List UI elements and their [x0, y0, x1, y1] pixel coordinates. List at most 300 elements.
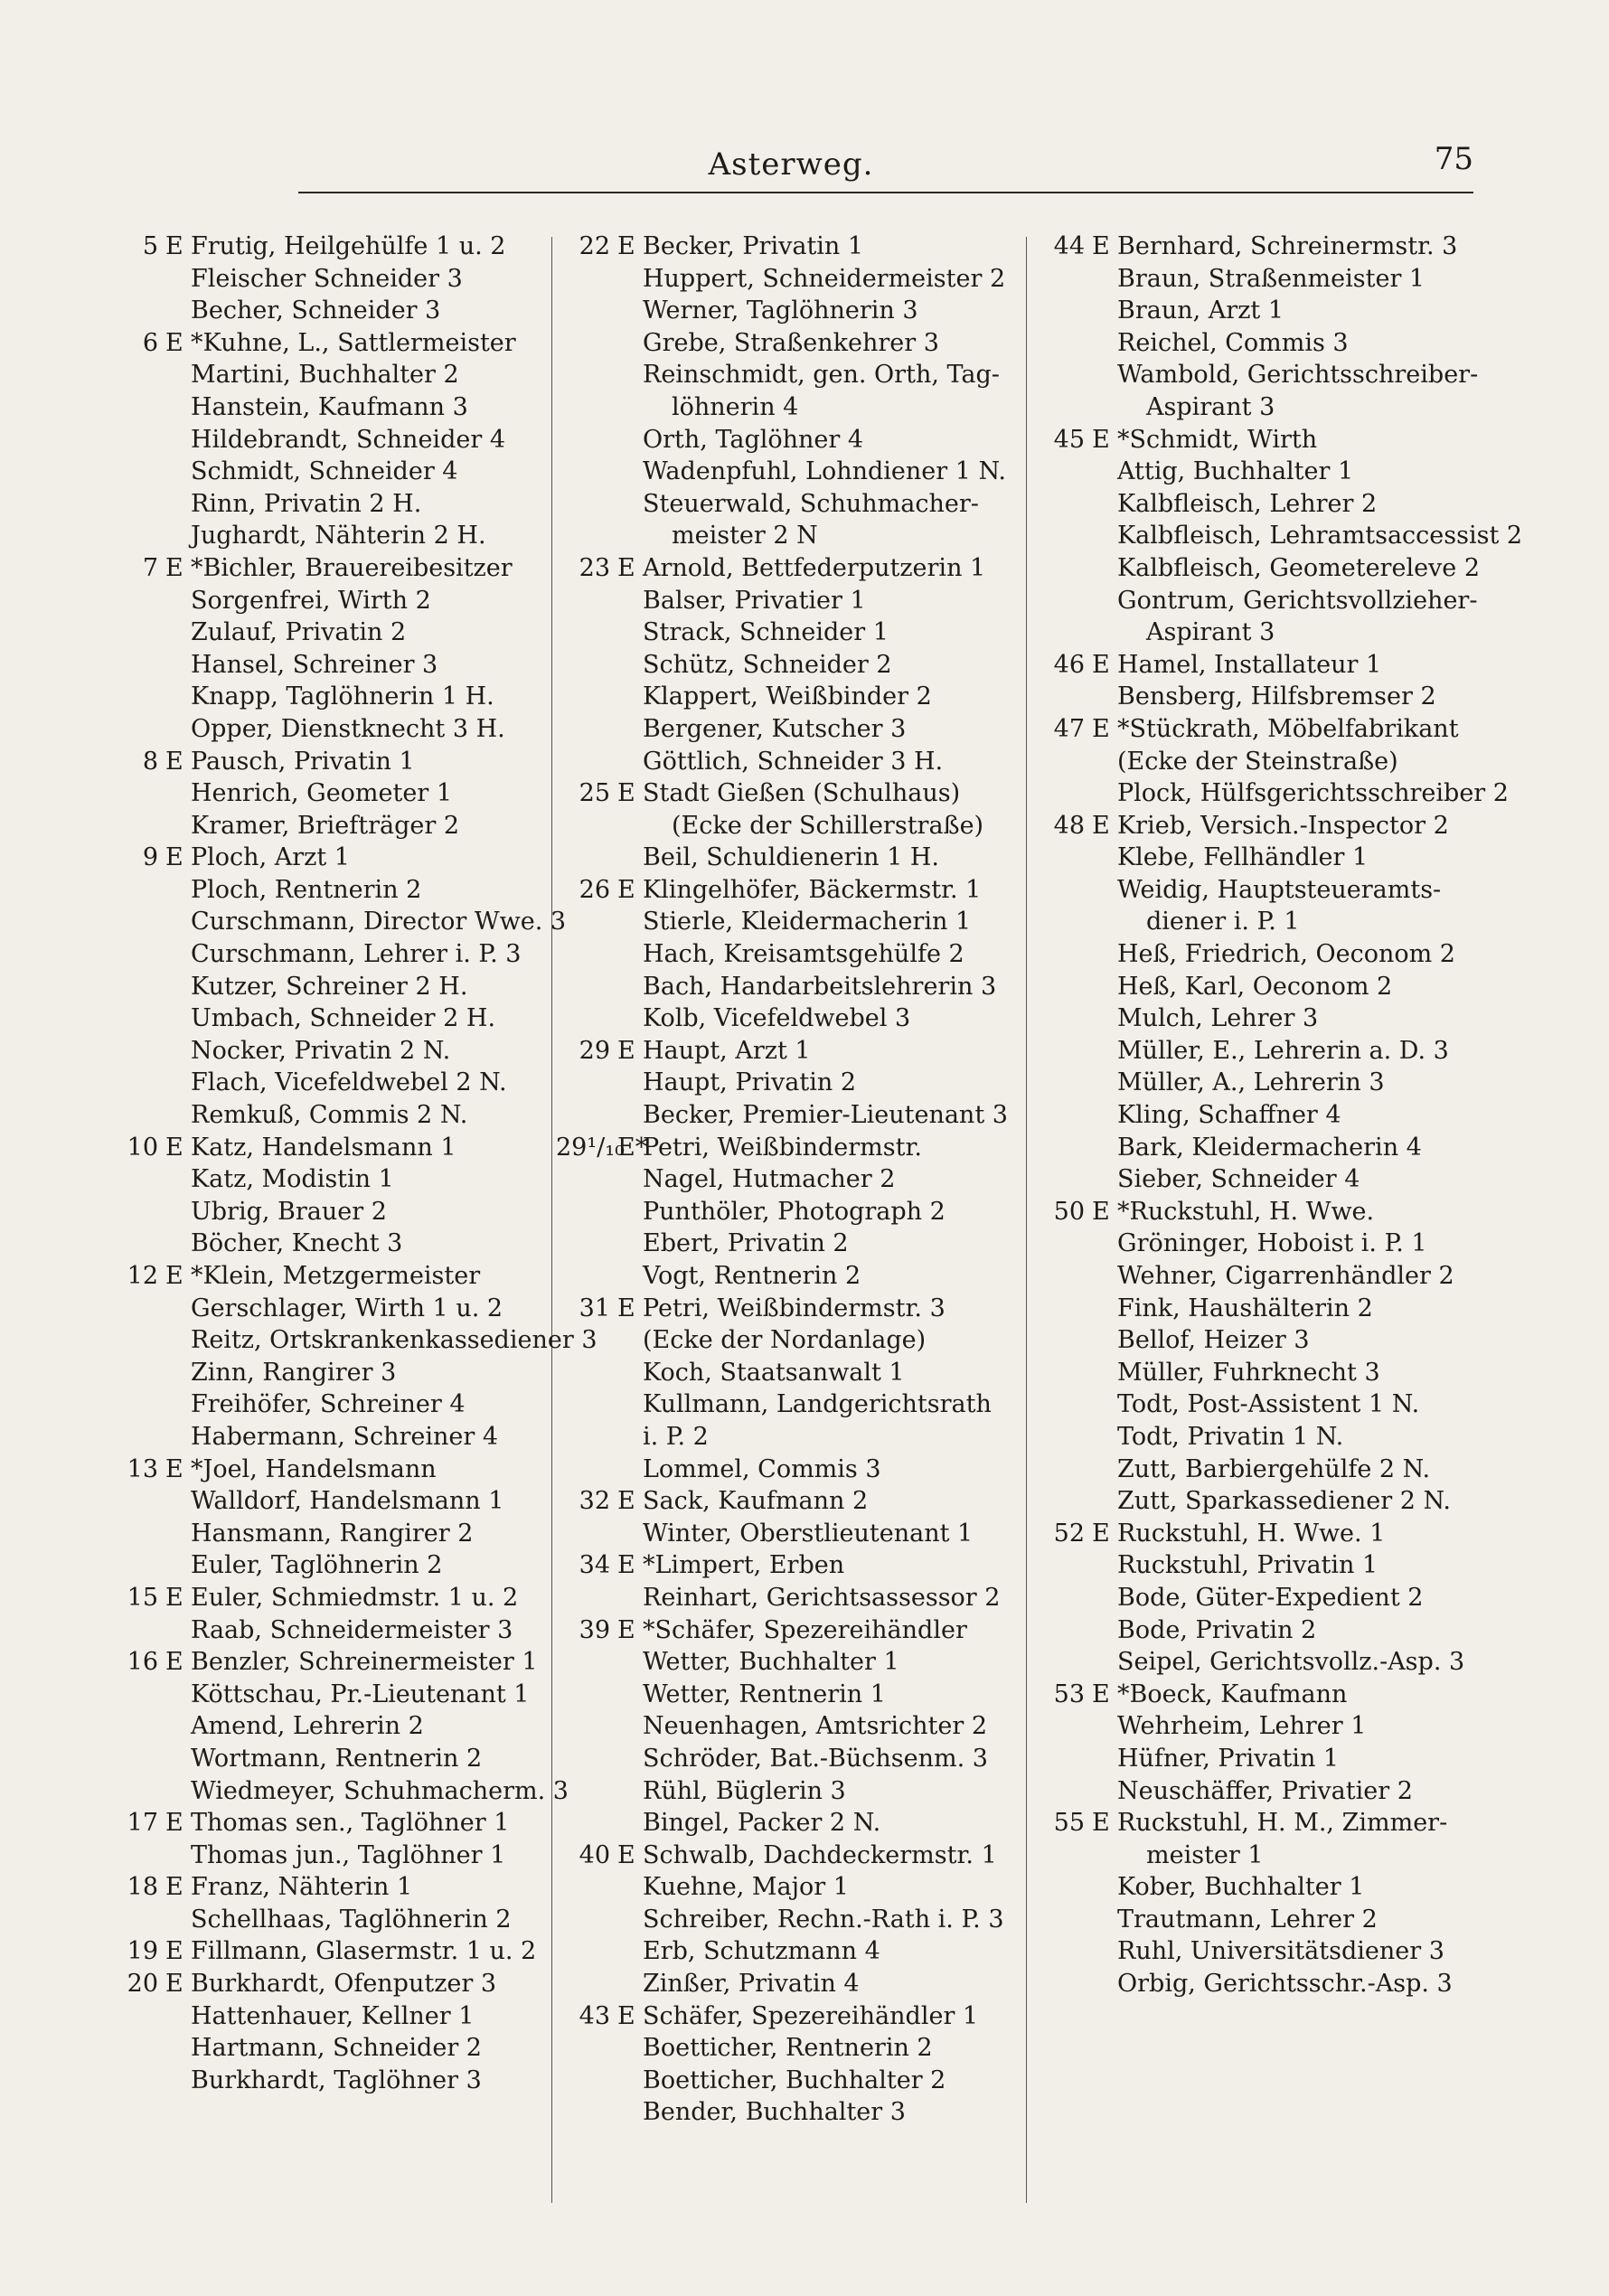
owner-marker: E	[165, 1937, 183, 1966]
entry-text: Thomas jun., Taglöhner 1	[191, 1840, 506, 1869]
resident-entry	[1030, 906, 1501, 938]
house-entry	[1030, 713, 1501, 746]
house-entry	[104, 327, 547, 360]
resident-entry	[556, 1228, 1021, 1260]
entry-text: Kling, Schaffner 4	[1117, 1101, 1341, 1130]
house-entry	[1030, 1679, 1501, 1711]
entry-text: Nagel, Hutmacher 2	[643, 1165, 896, 1194]
resident-entry	[1030, 1293, 1501, 1325]
entry-text: Punthöler, Photograph 2	[643, 1197, 946, 1226]
entry-text: Krieb, Versich.-Inspector 2	[1117, 811, 1449, 840]
entry-text: Heß, Karl, Oeconom 2	[1117, 972, 1393, 1001]
resident-entry	[104, 456, 547, 488]
entry-text: Wetter, Buchhalter 1	[643, 1648, 899, 1677]
entry-text: Braun, Arzt 1	[1117, 296, 1284, 325]
resident-entry	[1030, 1067, 1501, 1099]
resident-entry	[104, 1067, 547, 1099]
resident-entry	[104, 295, 547, 327]
page-title: Asterweg.	[708, 146, 874, 183]
entry-text: Flach, Vicefeldwebel 2 N.	[191, 1068, 507, 1097]
resident-entry	[104, 938, 547, 971]
entry-text: Schröder, Bat.-Büchsenm. 3	[643, 1744, 988, 1773]
resident-entry	[1030, 1840, 1501, 1872]
column-divider	[1026, 237, 1027, 2203]
resident-entry	[104, 1421, 547, 1454]
owner-marker: E	[1092, 1519, 1110, 1548]
entry-text: Rinn, Privatin 2 H.	[191, 489, 422, 518]
house-number: 43	[579, 2001, 610, 2030]
entry-text: (Ecke der Schillerstraße)	[672, 811, 984, 840]
entry-text: Aspirant 3	[1146, 392, 1275, 421]
resident-entry	[104, 1775, 569, 1808]
resident-entry	[1030, 391, 1501, 424]
entry-text: Benzler, Schreinermeister 1	[191, 1648, 538, 1677]
entry-text: Heß, Friedrich, Oeconom 2	[1117, 940, 1455, 969]
resident-entry	[556, 1357, 1021, 1389]
entry-text: *Klein, Metzgermeister	[191, 1262, 481, 1290]
entry-text: Todt, Post-Assistent 1 N.	[1117, 1390, 1420, 1419]
entry-text: *Schäfer, Spezereihändler	[643, 1615, 967, 1644]
house-number: 40	[579, 1840, 610, 1869]
resident-entry	[1030, 295, 1501, 327]
entry-text: Zutt, Sparkassediener 2 N.	[1117, 1487, 1451, 1516]
resident-entry	[104, 713, 547, 746]
resident-entry	[104, 649, 547, 682]
entry-text: Hattenhauer, Kellner 1	[191, 2001, 475, 2030]
entry-text: Göttlich, Schneider 3 H.	[643, 747, 944, 776]
owner-marker: E	[617, 1615, 635, 1644]
entry-text: Wiedmeyer, Schuhmacherm. 3	[191, 1776, 569, 1805]
resident-entry	[104, 777, 547, 810]
resident-entry	[104, 488, 547, 521]
owner-marker: E	[1092, 425, 1110, 454]
owner-marker: E	[1092, 811, 1110, 840]
house-entry	[104, 1260, 547, 1293]
entry-text: Mulch, Lehrer 3	[1117, 1004, 1319, 1033]
entry-text: Opper, Dienstknecht 3 H.	[191, 714, 505, 743]
entry-text: Orbig, Gerichtsschr.-Asp. 3	[1117, 1970, 1453, 1999]
entry-text: Grebe, Straßenkehrer 3	[643, 328, 939, 357]
resident-entry	[104, 906, 567, 938]
resident-entry	[556, 971, 1021, 1003]
entry-text: Weidig, Hauptsteueramts-	[1117, 875, 1442, 904]
resident-entry	[556, 1196, 1021, 1228]
house-entry	[1030, 231, 1501, 263]
entry-text: *Kuhne, L., Sattlermeister	[191, 328, 516, 357]
entry-text: Fillmann, Glasermstr. 1 u. 2	[191, 1937, 537, 1966]
entry-text: Vogt, Rentnerin 2	[643, 1262, 861, 1290]
entry-text: Huppert, Schneidermeister 2	[643, 264, 1006, 293]
resident-entry	[1030, 1710, 1501, 1743]
entry-text: Becher, Schneider 3	[191, 296, 441, 325]
entry-text: Bode, Güter-Expedient 2	[1117, 1583, 1424, 1612]
resident-entry	[556, 1454, 1021, 1486]
entry-text: Ploch, Arzt 1	[191, 843, 350, 872]
house-entry	[556, 1549, 1021, 1582]
resident-entry	[104, 585, 547, 617]
entry-text: Ruckstuhl, H. M., Zimmer-	[1117, 1809, 1448, 1838]
entry-text: Kolb, Vicefeldwebel 3	[643, 1004, 911, 1033]
entry-text: Ruckstuhl, H. Wwe. 1	[1117, 1519, 1386, 1548]
resident-entry	[556, 2096, 1021, 2129]
owner-marker: E	[165, 1133, 183, 1162]
entry-text: Zinßer, Privatin 4	[643, 1970, 860, 1999]
resident-entry	[1030, 1968, 1501, 2000]
entry-text: Hamel, Installateur 1	[1117, 650, 1382, 679]
resident-entry	[104, 1099, 547, 1132]
resident-entry	[104, 1388, 547, 1421]
house-number: 46	[1053, 650, 1085, 679]
resident-entry	[104, 1035, 547, 1068]
entry-text: Hildebrandt, Schneider 4	[191, 425, 505, 454]
resident-entry	[556, 295, 1021, 327]
house-number: 5	[142, 232, 158, 260]
entry-text: Haupt, Privatin 2	[643, 1068, 857, 1097]
resident-entry	[1030, 1904, 1501, 1936]
entry-text: Lommel, Commis 3	[643, 1454, 881, 1483]
resident-entry	[556, 810, 1021, 842]
column-divider	[551, 237, 552, 2203]
resident-entry	[556, 1002, 1021, 1035]
entry-text: Zinn, Rangirer 3	[191, 1358, 397, 1387]
entry-text: Gerschlager, Wirth 1 u. 2	[191, 1294, 503, 1322]
entry-text: *Bichler, Brauereibesitzer	[191, 553, 513, 582]
entry-text: Kutzer, Schreiner 2 H.	[191, 972, 468, 1001]
resident-entry	[1030, 1163, 1501, 1196]
resident-entry	[104, 1614, 547, 1647]
owner-marker: E	[1092, 232, 1110, 260]
house-number: 47	[1053, 714, 1085, 743]
resident-entry	[1030, 1002, 1501, 1035]
owner-marker: E	[165, 232, 183, 260]
entry-text: Hüfner, Privatin 1	[1117, 1744, 1340, 1773]
resident-entry	[556, 1743, 1021, 1775]
entry-text: Kober, Buchhalter 1	[1117, 1873, 1365, 1902]
entry-text: Aspirant 3	[1146, 618, 1275, 647]
resident-entry	[556, 263, 1021, 296]
resident-entry	[104, 1679, 547, 1711]
entry-text: Ebert, Privatin 2	[643, 1229, 849, 1258]
resident-entry	[556, 1067, 1021, 1099]
entry-text: Schmidt, Schneider 4	[191, 457, 458, 486]
entry-text: Hach, Kreisamtsgehülfe 2	[643, 940, 964, 969]
house-entry	[556, 1840, 1021, 1872]
entry-text: *Joel, Handelsmann	[191, 1454, 437, 1483]
resident-entry	[556, 1518, 1021, 1550]
entry-text: Attig, Buchhalter 1	[1117, 457, 1354, 486]
entry-text: Bergener, Kutscher 3	[643, 714, 907, 743]
entry-text: Boetticher, Rentnerin 2	[643, 2034, 933, 2063]
entry-text: Seipel, Gerichtsvollz.-Asp. 3	[1117, 1648, 1465, 1677]
resident-entry	[104, 2000, 547, 2033]
resident-entry	[1030, 777, 1509, 810]
entry-text: Arnold, Bettfederputzerin 1	[643, 553, 986, 582]
resident-entry	[104, 1163, 547, 1196]
house-entry	[1030, 424, 1501, 456]
entry-text: Gröninger, Hoboist i. P. 1	[1117, 1229, 1427, 1258]
entry-text: Trautmann, Lehrer 2	[1117, 1905, 1378, 1934]
owner-marker: E	[617, 2001, 635, 2030]
entry-text: *Boeck, Kaufmann	[1117, 1680, 1348, 1708]
column-3	[1030, 231, 1523, 2000]
house-entry	[104, 1871, 547, 1904]
entry-text: Burkhardt, Taglöhner 3	[191, 2065, 482, 2094]
resident-entry	[1030, 1614, 1501, 1647]
entry-text: Zulauf, Privatin 2	[191, 618, 407, 647]
entry-text: (Ecke der Nordanlage)	[643, 1326, 927, 1355]
house-entry	[104, 1807, 547, 1840]
entry-text: Bode, Privatin 2	[1117, 1615, 1317, 1644]
resident-entry	[1030, 1260, 1501, 1293]
house-entry	[556, 1485, 1021, 1518]
entry-text: *Limpert, Erben	[643, 1551, 845, 1580]
owner-marker: E	[1092, 714, 1110, 743]
resident-entry	[1030, 1228, 1501, 1260]
entry-text: Orth, Taglöhner 4	[643, 425, 864, 454]
house-entry	[1030, 649, 1501, 682]
resident-entry	[1030, 746, 1501, 778]
entry-text: Jughardt, Nähterin 2 H.	[191, 522, 486, 550]
entry-text: Knapp, Taglöhnerin 1 H.	[191, 682, 494, 711]
resident-entry	[556, 327, 1021, 360]
resident-entry	[1030, 1421, 1501, 1454]
house-number: 55	[1053, 1809, 1085, 1838]
house-entry	[556, 552, 1021, 585]
entry-text: Wehrheim, Lehrer 1	[1117, 1712, 1367, 1741]
resident-entry	[104, 1002, 547, 1035]
entry-text: löhnerin 4	[672, 392, 799, 421]
entry-text: Neuenhagen, Amtsrichter 2	[643, 1712, 988, 1741]
house-number: 26	[579, 875, 610, 904]
house-entry	[104, 1968, 547, 2000]
house-number: 34	[579, 1551, 610, 1580]
house-number: 19	[127, 1937, 158, 1966]
entry-text: Ploch, Rentnerin 2	[191, 875, 422, 904]
house-number: 20	[127, 1970, 158, 1999]
resident-entry	[556, 1679, 1021, 1711]
resident-entry	[1030, 616, 1501, 649]
resident-entry	[104, 1293, 547, 1325]
house-number: 12	[127, 1262, 158, 1290]
resident-entry	[556, 1775, 1021, 1808]
entry-text: Euler, Taglöhnerin 2	[191, 1551, 443, 1580]
resident-entry	[104, 681, 547, 713]
resident-entry	[1030, 1388, 1501, 1421]
entry-text: Klappert, Weißbinder 2	[643, 682, 932, 711]
entry-text: Schellhaas, Taglöhnerin 2	[191, 1905, 512, 1934]
resident-entry	[556, 2032, 1021, 2065]
entry-text: Balser, Privatier 1	[643, 586, 866, 615]
resident-entry	[104, 1549, 547, 1582]
house-entry	[104, 1935, 547, 1968]
entry-text: Schreiber, Rechn.-Rath i. P. 3	[643, 1905, 1004, 1934]
owner-marker: E	[1092, 1680, 1110, 1708]
entry-text: Wortmann, Rentnerin 2	[191, 1744, 483, 1773]
resident-entry	[556, 1710, 1021, 1743]
resident-entry	[556, 1324, 1021, 1357]
resident-entry	[1030, 1485, 1501, 1518]
entry-text: Franz, Nähterin 1	[191, 1873, 413, 1902]
resident-entry	[1030, 1582, 1501, 1614]
resident-entry	[1030, 1775, 1501, 1808]
resident-entry	[556, 681, 1021, 713]
owner-marker: E	[617, 1294, 635, 1322]
resident-entry	[1030, 585, 1501, 617]
owner-marker: E	[165, 1262, 183, 1290]
house-number: 29	[579, 1036, 610, 1065]
resident-entry	[1030, 874, 1501, 907]
entry-text: Plock, Hülfsgerichtsschreiber 2	[1117, 779, 1509, 808]
entry-text: Klingelhöfer, Bäckermstr. 1	[643, 875, 982, 904]
resident-entry	[556, 746, 1021, 778]
resident-entry	[104, 424, 547, 456]
resident-entry	[1030, 520, 1523, 552]
resident-entry	[556, 1163, 1021, 1196]
resident-entry	[556, 1260, 1021, 1293]
house-number: 25	[579, 779, 610, 808]
resident-entry	[1030, 552, 1501, 585]
resident-entry	[556, 1935, 1021, 1968]
entry-text: Walldorf, Handelsmann 1	[191, 1487, 504, 1516]
page-number: 75	[1434, 141, 1473, 177]
house-entry	[556, 1614, 1021, 1647]
entry-text: Braun, Straßenmeister 1	[1117, 264, 1426, 293]
house-number: 15	[127, 1583, 158, 1612]
entry-text: Katz, Modistin 1	[191, 1165, 394, 1194]
entry-text: Kuehne, Major 1	[643, 1873, 849, 1902]
house-number: 39	[579, 1615, 610, 1644]
house-entry	[104, 746, 547, 778]
house-number: 9	[142, 843, 158, 872]
owner-marker: E	[165, 328, 183, 357]
owner-marker: E	[165, 1454, 183, 1483]
resident-entry	[1030, 359, 1501, 391]
owner-marker: E	[165, 553, 183, 582]
entry-text: Reinhart, Gerichtsassessor 2	[643, 1583, 1001, 1612]
entry-text: Martini, Buchhalter 2	[191, 361, 459, 390]
house-entry	[104, 1646, 547, 1679]
resident-entry	[104, 1710, 547, 1743]
resident-entry	[104, 2065, 547, 2097]
house-entry	[104, 842, 547, 874]
entry-text: Bach, Handarbeitslehrerin 3	[643, 972, 997, 1001]
house-entry	[556, 1035, 1021, 1068]
resident-entry	[104, 391, 547, 424]
resident-entry	[556, 616, 1021, 649]
house-entry	[104, 552, 547, 585]
house-number: 52	[1053, 1519, 1085, 1548]
house-number: 23	[579, 553, 610, 582]
resident-entry	[556, 391, 1021, 424]
resident-entry	[556, 713, 1021, 746]
entry-text: Wehner, Cigarrenhändler 2	[1117, 1262, 1454, 1290]
entry-text: Fink, Haushälterin 2	[1117, 1294, 1373, 1322]
house-number: 13	[127, 1454, 158, 1483]
resident-entry	[556, 2065, 1021, 2097]
resident-entry	[1030, 1549, 1501, 1582]
entry-text: Freihöfer, Schreiner 4	[191, 1390, 466, 1419]
resident-entry	[556, 456, 1021, 488]
entry-text: Kullmann, Landgerichtsrath	[643, 1390, 992, 1419]
entry-text: Müller, E., Lehrerin a. D. 3	[1117, 1036, 1449, 1065]
resident-entry	[1030, 488, 1501, 521]
entry-text: Wadenpfuhl, Lohndiener 1 N.	[643, 457, 1006, 486]
resident-entry	[556, 842, 1021, 874]
entry-text: Sorgenfrei, Wirth 2	[191, 586, 431, 615]
entry-text: Nocker, Privatin 2 N.	[191, 1036, 451, 1065]
resident-entry	[1030, 263, 1501, 296]
resident-entry	[104, 359, 547, 391]
house-number: 29¹/₁₀	[556, 1133, 625, 1162]
house-entry	[1030, 1807, 1501, 1840]
owner-marker: E	[617, 1487, 635, 1516]
house-number: 18	[127, 1873, 158, 1902]
house-number: 45	[1053, 425, 1085, 454]
resident-entry	[556, 938, 1021, 971]
entry-text: Sack, Kaufmann 2	[643, 1487, 869, 1516]
resident-entry	[556, 585, 1021, 617]
resident-entry	[1030, 1324, 1501, 1357]
resident-entry	[1030, 938, 1501, 971]
owner-marker: E*	[617, 1133, 648, 1162]
house-entry	[556, 2000, 1021, 2033]
entry-text: *Stückrath, Möbelfabrikant	[1117, 714, 1459, 743]
entry-text: Wambold, Gerichtsschreiber-	[1117, 361, 1479, 390]
owner-marker: E	[165, 1648, 183, 1677]
entry-text: Erb, Schutzmann 4	[643, 1937, 880, 1966]
resident-entry	[556, 1807, 1021, 1840]
entry-text: Boetticher, Buchhalter 2	[643, 2065, 946, 2094]
entry-text: Bingel, Packer 2 N.	[643, 1809, 881, 1838]
house-entry	[1030, 1196, 1501, 1228]
house-entry	[556, 1293, 1021, 1325]
house-number: 8	[142, 747, 158, 776]
resident-entry	[556, 1646, 1021, 1679]
entry-text: Kalbfleisch, Lehrer 2	[1117, 489, 1378, 518]
entry-text: Pausch, Privatin 1	[191, 747, 415, 776]
entry-text: Sieber, Schneider 4	[1117, 1165, 1360, 1194]
house-number: 50	[1053, 1197, 1085, 1226]
house-entry	[1030, 810, 1501, 842]
resident-entry	[104, 1904, 547, 1936]
resident-entry	[556, 1582, 1021, 1614]
entry-text: Köttschau, Pr.-Lieutenant 1	[191, 1680, 530, 1708]
owner-marker: E	[617, 779, 635, 808]
resident-entry	[556, 649, 1021, 682]
owner-marker: E	[165, 1970, 183, 1999]
resident-entry	[104, 1743, 547, 1775]
entry-text: Bensberg, Hilfsbremser 2	[1117, 682, 1436, 711]
owner-marker: E	[1092, 1197, 1110, 1226]
owner-marker: E	[617, 232, 635, 260]
resident-entry	[104, 971, 547, 1003]
entry-text: Kramer, Briefträger 2	[191, 811, 459, 840]
owner-marker: E	[617, 1036, 635, 1065]
resident-entry	[1030, 1871, 1501, 1904]
entry-text: Petri, Weißbindermstr.	[643, 1133, 922, 1162]
owner-marker: E	[617, 1840, 635, 1869]
entry-text: Hansel, Schreiner 3	[191, 650, 438, 679]
entry-text: Schwalb, Dachdeckermstr. 1	[643, 1840, 997, 1869]
house-entry	[104, 231, 547, 263]
entry-text: Amend, Lehrerin 2	[191, 1712, 424, 1741]
resident-entry	[1030, 1357, 1501, 1389]
resident-entry	[556, 359, 1021, 391]
entry-text: Hansmann, Rangirer 2	[191, 1519, 474, 1548]
entry-text: diener i. P. 1	[1146, 908, 1300, 936]
resident-entry	[556, 1421, 1021, 1454]
entry-text: Habermann, Schreiner 4	[191, 1422, 499, 1451]
